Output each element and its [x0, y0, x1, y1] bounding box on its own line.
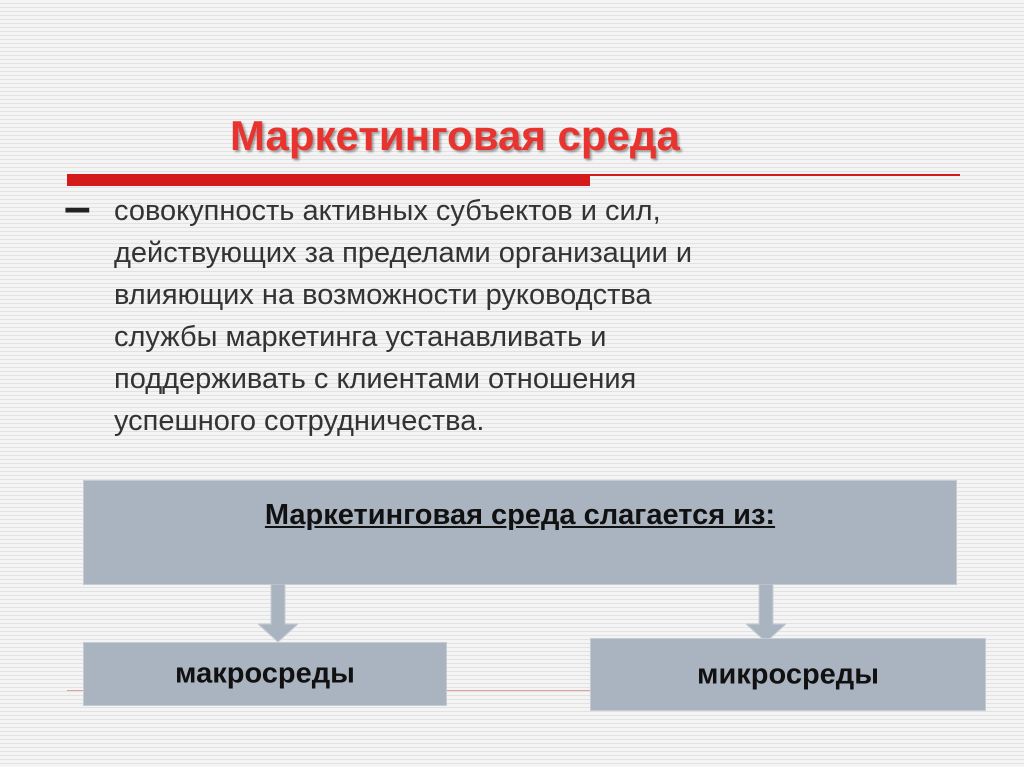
definition-line: успешного сотрудничества.	[114, 405, 485, 437]
diagram-top-box	[83, 480, 957, 585]
diagram-micro-box	[590, 638, 986, 711]
definition-line: службы маркетинга устанавливать и	[114, 321, 607, 353]
diagram-macro-box	[83, 642, 447, 706]
arrow-down-icon	[746, 584, 786, 642]
definition-line: действующих за пределами организации и	[114, 237, 693, 269]
definition-line: поддерживать с клиентами отношения	[114, 363, 637, 395]
diagram-macro-label: макросреды	[175, 657, 355, 690]
title-underline	[67, 174, 590, 186]
definition-line: совокупность активных субъектов и сил,	[114, 195, 661, 227]
arrow-down-icon	[258, 584, 298, 642]
definition-text	[114, 190, 954, 442]
definition-dash: –	[64, 181, 91, 234]
slide-title: Маркетинговая среда	[230, 112, 680, 159]
diagram-micro-label: микросреды	[697, 658, 879, 690]
diagram-top-label: Маркетинговая среда слагается из:	[264, 499, 776, 531]
title-underline-thin	[590, 174, 960, 176]
definition-line: влияющих на возможности руководства	[114, 279, 652, 311]
